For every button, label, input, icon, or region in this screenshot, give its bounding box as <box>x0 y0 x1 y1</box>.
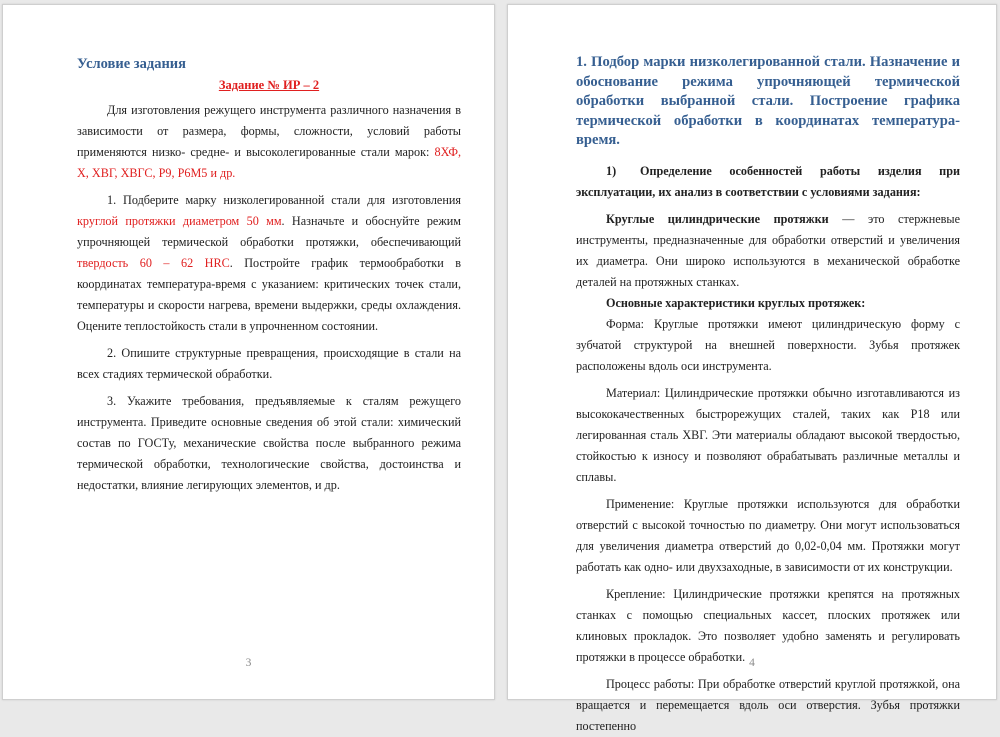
definition-term: Круглые цилиндрические протяжки <box>606 211 829 226</box>
paragraph-material: Материал: Цилиндрические протяжки обычно изготавливаются из высококачественных быстрорежущих сталей, таких как Р18 или легированная сталь ХВГ. Эти материалы обладают высокой твердостью, стойкостью к износу и позволяют обрабатывать различные металлы и сплавы. <box>576 385 960 484</box>
section-title: Условие задания <box>77 56 186 72</box>
document-page-left <box>2 4 495 700</box>
item1-broach-highlight: круглой протяжки диаметром 50 мм <box>77 213 282 228</box>
paragraph-form: Форма: Круглые протяжки имеют цилиндрическую форму с зубчатой структурой на внешней поверхности. Зубья протяжек расположены вдоль оси инструмента. <box>576 316 960 373</box>
page-number: 3 <box>245 657 252 669</box>
task-item-2: 2. Опишите структурные превращения, происходящие в стали на всех стадиях термической обработки. <box>77 345 461 381</box>
item1-text-a: 1. Подберите марку низколегированной стали для изготовления <box>107 192 461 207</box>
chapter-title: 1. Подбор марки низколегированной стали. Назначение и обоснование режима упрочняющей термической обработки выбранной стали. Построение графика термической обработки в координатах температура-время. <box>576 54 960 149</box>
paragraph-application: Применение: Круглые протяжки используются для обработки отверстий с высокой точностью по диаметру. Они могут использоваться для увеличения диаметра отверстий до 0,02-0,04 мм. Протяжки могут работать как одно- или двухзаходные, в зависимости от их конструкции. <box>576 496 960 574</box>
subsection-heading <box>576 161 960 203</box>
task-label: Задание № ИР – 2 <box>218 77 320 92</box>
task-item-3: 3. Укажите требования, предъявляемые к сталям режущего инструмента. Приведите основные сведения об этой стали: химический состав по ГОСТу, механические свойства после выбранного режима термической обработки, технологические свойства, достоинства и недостатки, влияние легирующих элементов, и др. <box>77 393 461 492</box>
item1-hardness-highlight: твердость 60 – 62 HRC <box>77 255 230 270</box>
definition-text: — это стержневые инструменты, предназначенные для обработки отверстий и увеличения их диаметра. Они широко используются в механической обработке деталей на протяжных станках. <box>576 211 960 289</box>
task-item-1 <box>77 190 461 337</box>
features-heading: Основные характеристики круглых протяжек: <box>606 295 866 310</box>
item1-text-b: . Назначьте и обоснуйте режим упрочняющей термической обработки протяжки, обеспечивающий <box>77 213 461 249</box>
item1-text-c: . Постройте график термообработки в координатах температура-время с указанием: критических точек стали, температуры и скорости нагрева, времени выдержки, среды охлаждения. Оцените теплостойкость стали в упрочненном состоянии. <box>77 255 461 333</box>
paragraph-mount: Крепление: Цилиндрические протяжки крепятся на протяжных станках с помощью специальных кассет, плоских протяжек или клиновых прокладок. Это позволяет удобно заменять и регулировать протяжки в процессе обработки. <box>576 586 960 664</box>
paragraph-process: Процесс работы: При обработке отверстий круглой протяжкой, она вращается и перемещается вдоль оси отверстия. Зубья протяжки постепенно <box>576 676 960 733</box>
page-number: 4 <box>749 657 755 669</box>
subsection-heading-text: Определение особенностей работы изделия при эксплуатации, их анализ в соответствии с условиями задания: <box>576 163 960 199</box>
subsection-number: 1) <box>606 163 617 178</box>
document-page-right <box>507 4 997 733</box>
intro-text: Для изготовления режущего инструмента различного назначения в зависимости от размера, формы, сложности, условий работы применяются низко- средне- и высоколегированные стали марок: <box>77 102 461 159</box>
intro-paragraph <box>77 100 461 184</box>
steel-grades-highlight: 8ХФ, Х, ХВГ, ХВГС, Р9, Р6М5 и др. <box>77 144 461 180</box>
definition-paragraph <box>576 209 960 293</box>
